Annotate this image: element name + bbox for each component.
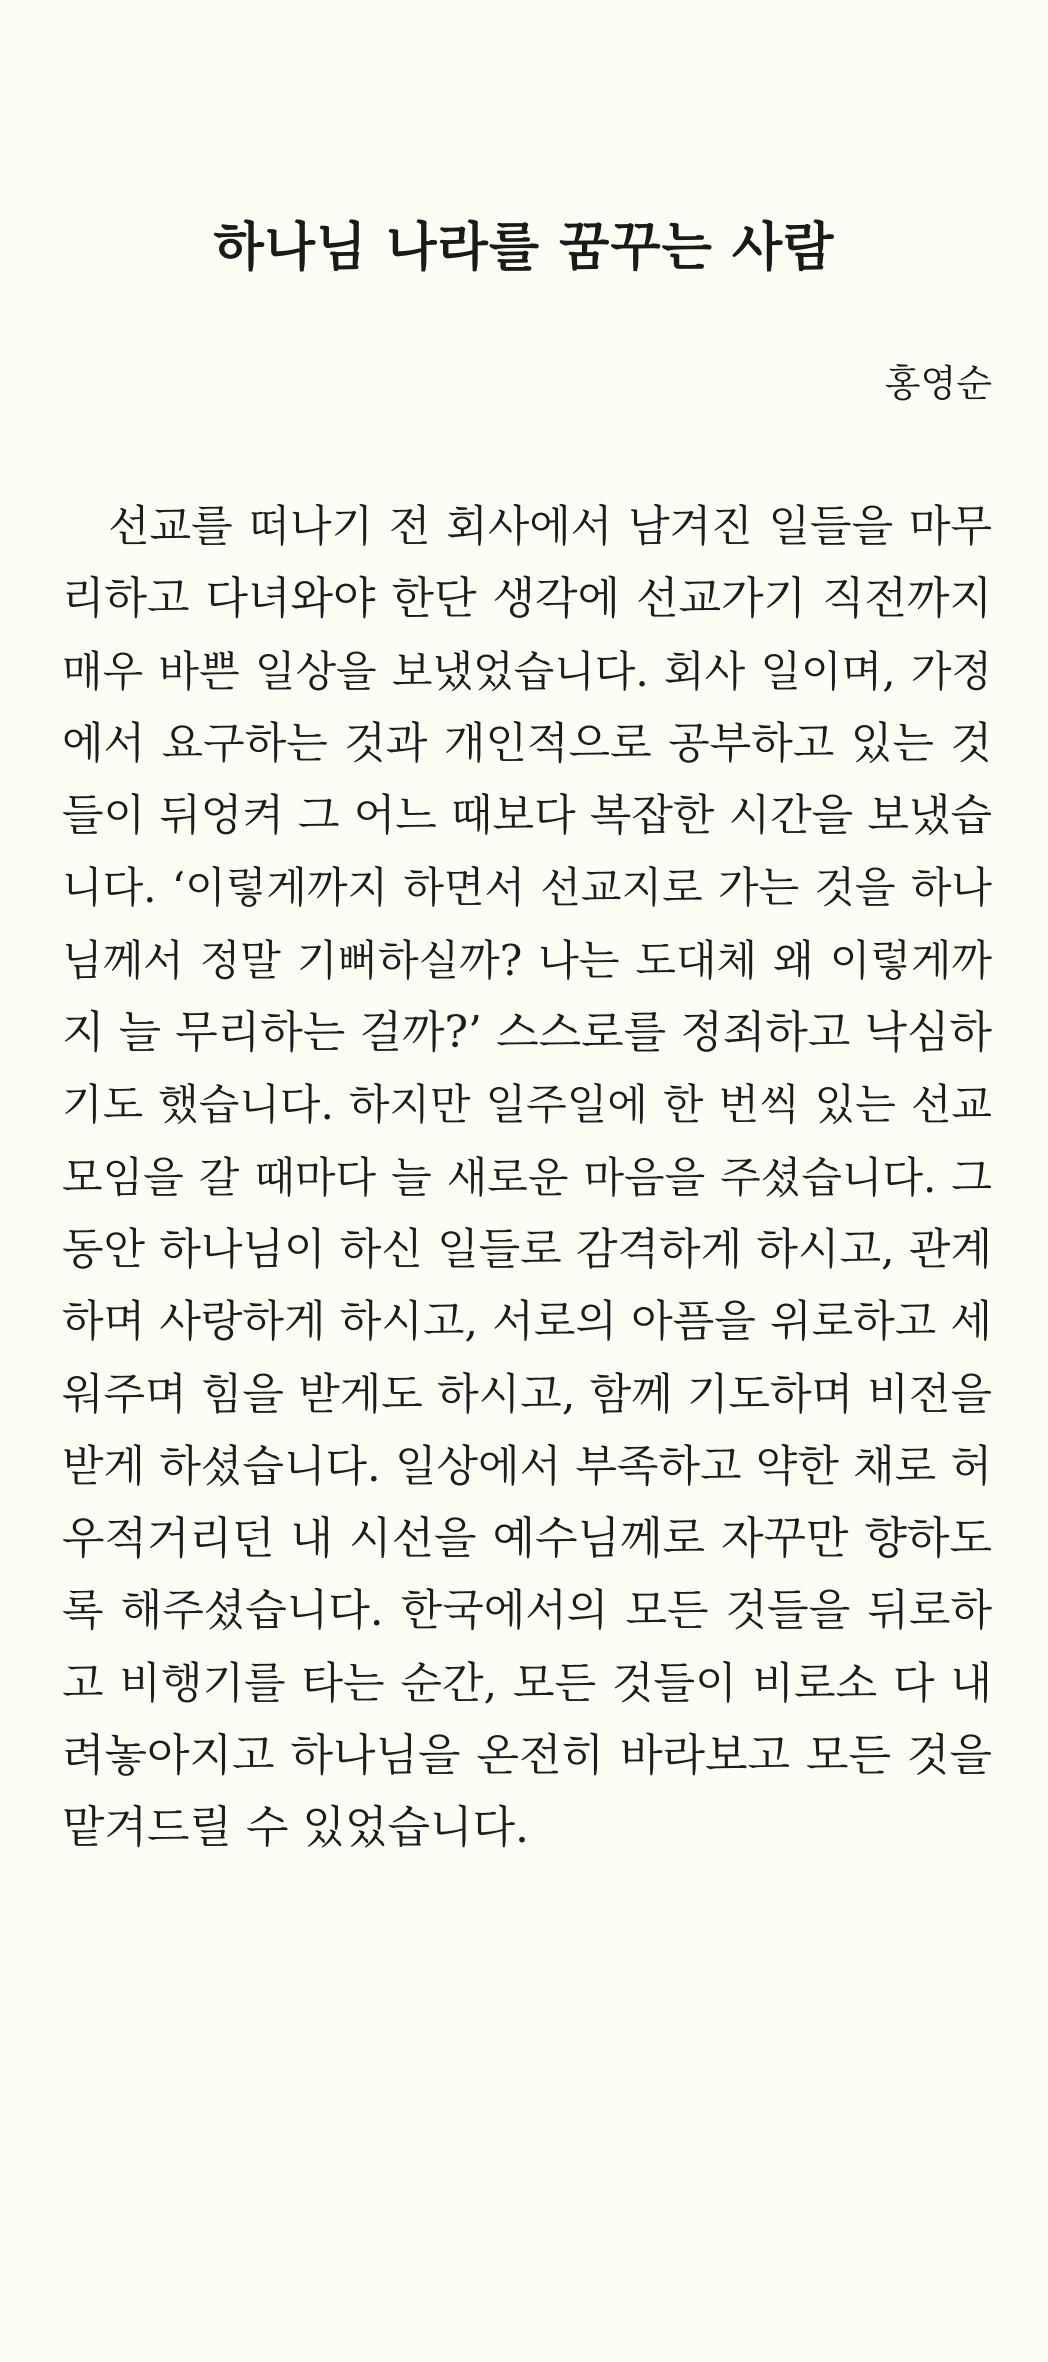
body-line: 님께서 정말 기뻐하실까? 나는 도대체 왜 이렇게까 <box>62 935 992 985</box>
body-line: 고 비행기를 타는 순간, 모든 것들이 비로소 다 내 <box>62 1658 992 1709</box>
body-line: 워주며 힘을 받게도 하시고, 함께 기도하며 비전을 <box>62 1369 992 1420</box>
body-line: 려놓아지고 하나님을 온전히 바라보고 모든 것을 <box>62 1730 992 1782</box>
article-author: 홍영순 <box>884 362 992 405</box>
body-line: 들이 뒤엉켜 그 어느 때보다 복잡한 시간을 보냈습 <box>62 791 992 842</box>
body-line: 모임을 갈 때마다 늘 새로운 마음을 주셨습니다. 그 <box>62 1152 992 1202</box>
article-body <box>62 491 992 1865</box>
body-line: 리하고 다녀와야 한단 생각에 선교가기 직전까지 <box>62 573 992 625</box>
body-line: 받게 하셨습니다. 일상에서 부족하고 약한 채로 허 <box>62 1441 992 1492</box>
body-line: 하며 사랑하게 하시고, 서로의 아픔을 위로하고 세 <box>62 1297 992 1348</box>
body-line: 매우 바쁜 일상을 보냈었습니다. 회사 일이며, 가정 <box>62 646 992 696</box>
body-line: 니다. ‘이렇게까지 하면서 선교지로 가는 것을 하나 <box>62 863 992 913</box>
body-line: 동안 하나님이 하신 일들로 감격하게 하시고, 관계 <box>62 1224 992 1275</box>
body-line: 지 늘 무리하는 걸까?’ 스스로를 정죄하고 낙심하 <box>62 1007 992 1059</box>
body-line: 에서 요구하는 것과 개인적으로 공부하고 있는 것 <box>62 718 992 769</box>
body-line: 선교를 떠나기 전 회사에서 남겨진 일들을 마무 <box>108 502 992 552</box>
body-line: 록 해주셨습니다. 한국에서의 모든 것들을 뒤로하 <box>62 1586 992 1637</box>
body-line: 우적거리던 내 시선을 예수님께로 자꾸만 향하도 <box>62 1513 992 1565</box>
body-line: 기도 했습니다. 하지만 일주일에 한 번씩 있는 선교 <box>62 1080 992 1130</box>
body-line: 맡겨드릴 수 있었습니다. <box>62 1802 529 1854</box>
article-title: 하나님 나라를 꿈꾸는 사람 <box>213 218 835 278</box>
